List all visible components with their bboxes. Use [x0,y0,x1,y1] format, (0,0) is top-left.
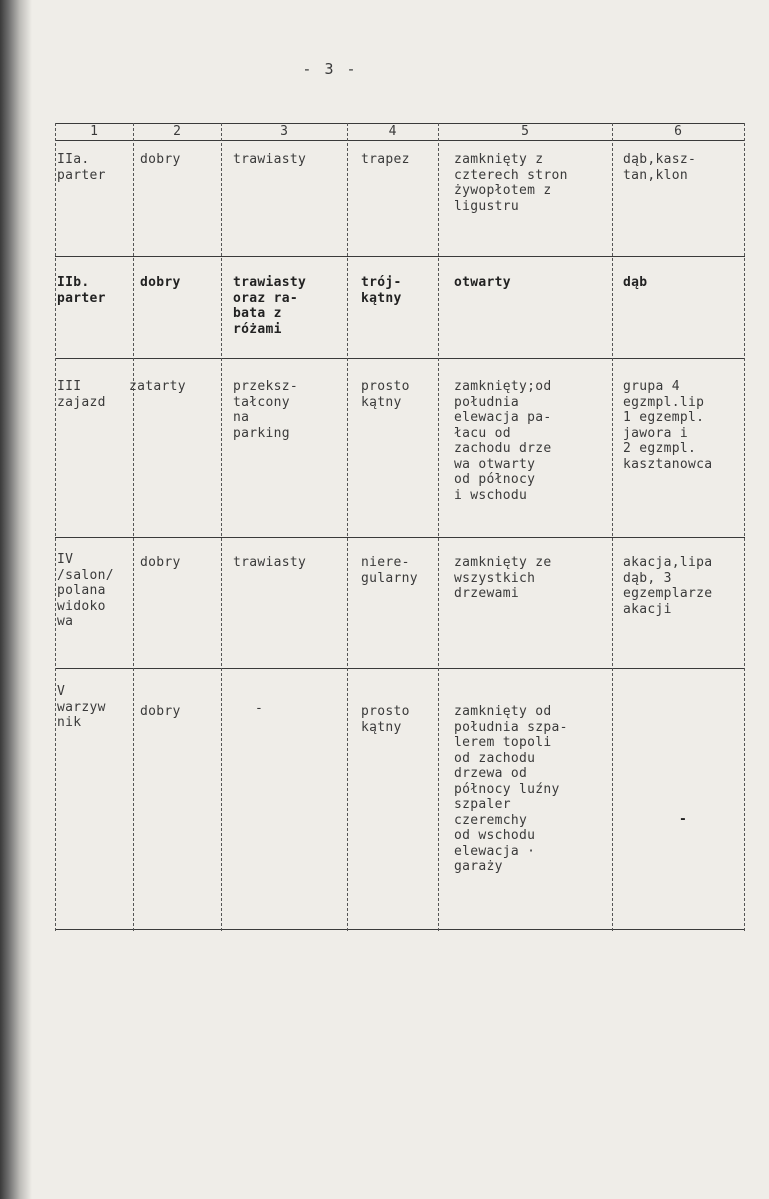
table-cell: zamknięty;od południa elewacja pa- łacu od zachodu drze wa otwarty od północy i wschodu [454,379,552,503]
table-column-rule [612,123,613,931]
table-rule [55,358,745,359]
table-cell: dąb [623,275,648,290]
column-header-3: 3 [280,124,288,139]
table-cell: dobry [140,704,181,719]
table-cell: dobry [140,152,181,167]
table-cell: trawiasty [233,152,307,167]
table-cell: prosto kątny [361,379,410,410]
table-cell: III zajazd [57,379,106,410]
table-column-rule [221,123,222,931]
table-cell: zamknięty od południa szpa- lerem topoli od zachodu drzewa od północy luźny szpaler czeremchy od wschodu elewacja · garaży [454,704,568,874]
table-cell: grupa 4 egzmpl.lip 1 egzempl. jawora i 2 egzmpl. kasztanowca [623,379,713,472]
table-cell: zatarty [129,379,186,394]
table-cell: zamknięty z czterech stron żywopłotem z ligustru [454,152,568,214]
column-header-5: 5 [521,124,529,139]
page-edge-shadow [0,0,32,1199]
table-cell: prosto kątny [361,704,410,735]
table-rule [55,668,745,669]
table-cell: - [679,812,688,827]
page-number: - 3 - [302,60,358,78]
table-cell: trapez [361,152,410,167]
column-header-6: 6 [674,124,682,139]
table-column-rule [133,123,134,931]
table-cell: dobry [140,275,181,290]
table-cell: niere- gularny [361,555,418,586]
table-cell: trój- kątny [361,275,402,306]
table-cell: IIa. parter [57,152,106,183]
table-cell: trawiasty [233,555,307,570]
table-rule [55,537,745,538]
table-cell: dobry [140,555,181,570]
table-column-rule [438,123,439,931]
table-cell: IV /salon/ polana widoko wa [57,552,114,629]
table-cell: trawiasty oraz ra- bata z różami [233,275,307,337]
table-cell: - [255,701,264,716]
table-cell: zamknięty ze wszystkich drzewami [454,555,552,601]
table-cell: przeksz- tałcony na parking [233,379,299,441]
table-column-rule [347,123,348,931]
table-column-rule [55,123,56,931]
column-header-4: 4 [388,124,397,139]
table-cell: dąb,kasz- tan,klon [623,152,697,183]
table-cell: otwarty [454,275,511,290]
table-rule [55,256,745,257]
table-rule [55,140,745,141]
inventory-table [55,123,745,931]
table-cell: IIb. parter [57,275,106,306]
column-header-1: 1 [90,124,98,139]
table-cell: V warzyw nik [57,684,106,730]
column-header-2: 2 [173,124,181,139]
table-rule [55,929,745,930]
table-column-rule [744,123,745,931]
table-cell: akacja,lipa dąb, 3 egzemplarze akacji [623,555,713,617]
